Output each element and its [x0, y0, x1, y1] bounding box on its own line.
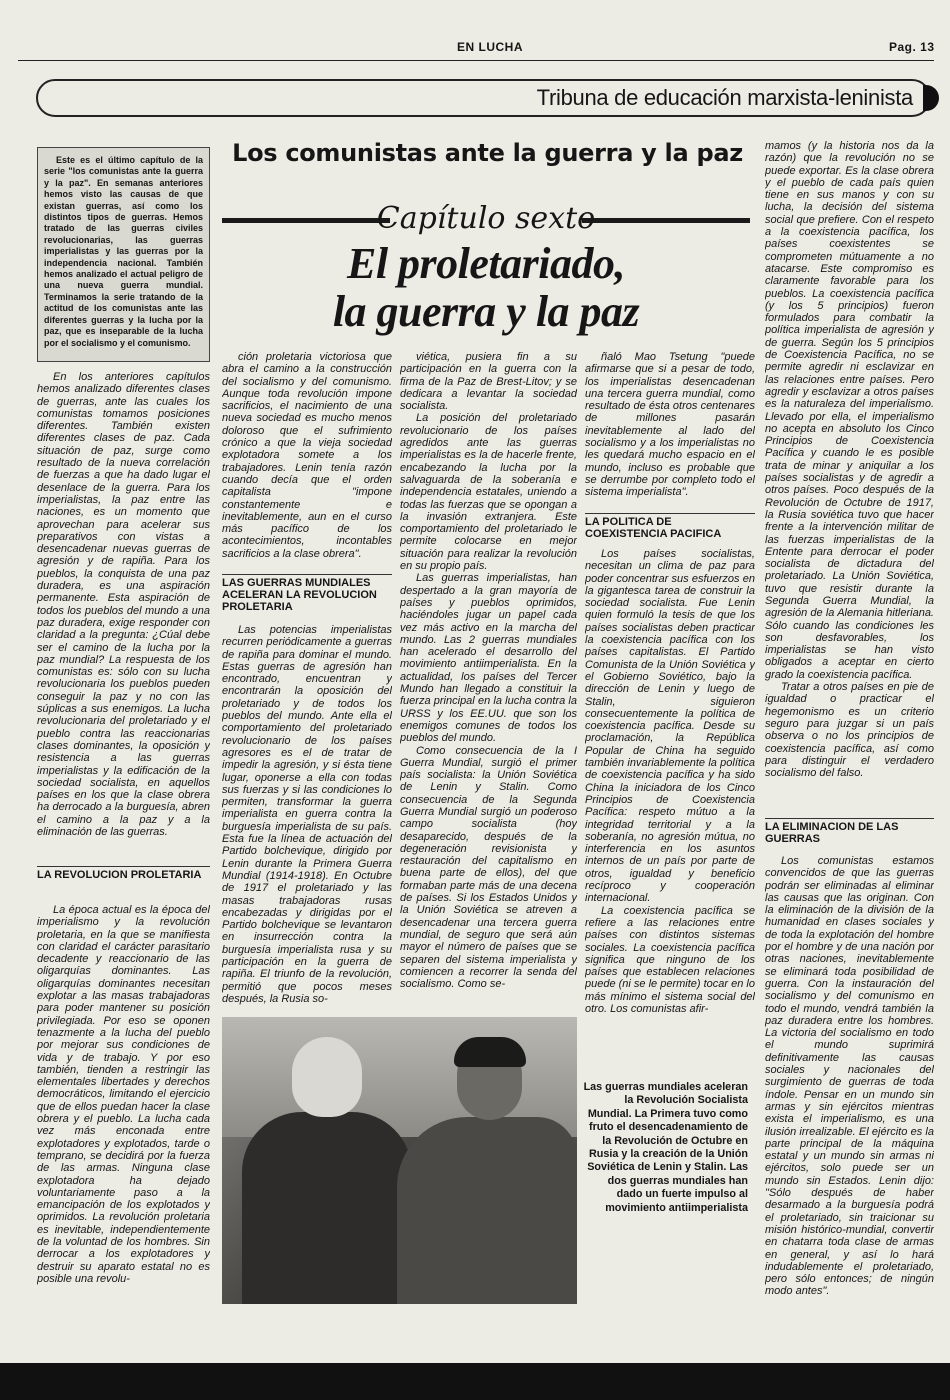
paragraph: La época actual es la época del imperialismo y la revolución proletaria, en la que se manifiesta con claridad el carácter parasitario decadente y reaccionario de las oligarquías dominantes. Las oligarquías dominantes necesitan explotar a las masas trabajadoras para poder mantener su posición privilegiada. Por eso se oponen tenazmente a la lucha del pueblo por mejorar sus condiciones de vida y de trabajo. Y por eso también, tienden a restringir las elementales libertades y derechos democráticos, limitando el ejercicio que de ellos puedan hacer la clase obrera y el pueblo. La lucha cada vez más enconada entre explotadores y explotados, tarde o temprano, se decidirá por la fuerza de las armas. Ninguna clase explotadora ha dejado voluntariamente paso a la emancipación de los explotados y oprimidos. La revolución proletaria es inevitable, independientemente de la voluntad de los hombres. Sin derrocar a los explotadores y destruir su aparato estatal no es posible una revolu-: [37, 904, 210, 1285]
column-5-top: [765, 140, 934, 812]
column-4-top: [585, 351, 755, 511]
paragraph: Las potencias imperialistas recurren periódicamente a guerras de rapiña para dominar el mundo. Estas guerras de agresión han encontrado, encuentran y encontrarán la oposición del proletariado y de todos los pueblos del mundo. Ante ella el comportamiento del proletariado revolucionario de los países agresores es el de tratar de impedir la agresión, y si ésta tiene lugar, oponerse a ella con todas sus fuerzas y si las condiciones lo permiten, transformar la guerra imperialista en guerra contra la burguesía imperialista de su país. Esta fue la línea de actuación del Partido bolchevique, dirigido por Lenin durante la Primera Guerra Mundial (1914-1918). En Octubre de 1917 el proletariado y las masas trabajadoras rusas encabezadas y dirigidas por el Partido bolchevique se levantaron en insurrección contra la burguesía imperialista rusa y su participación en la guerra de rapiña. El triunfo de la revolución, permitió que pocos meses después, la Rusia so-: [222, 624, 392, 1005]
header-rule: [18, 60, 934, 61]
section-banner: [36, 79, 931, 117]
paragraph: Las guerras imperialistas, han despertado a la gran mayoría de países y pueblos oprimidos, haciéndoles jugar un papel cada vez más activo en la marcha del mundo. Las 2 guerras mundiales han acelerado el desarrollo del movimiento antiimperialista. En la actualidad, los países del Tercer Mundo han llegado a constituir la fuerza principal en la lucha contra la URSS y los EE.UU. que son los enemigos comunes de todos los pueblos del mundo.: [400, 572, 577, 745]
paragraph: La coexistencia pacífica se refiere a las relaciones entre países con distintos sistemas sociales. La coexistencia pacífica significa que ninguno de los países que establecen relaciones puede (ni se le permite) tocar en lo más mínimo el sistema social del otro. Los comunistas afir-: [585, 904, 755, 1014]
photo-caption: Las guerras mundiales aceleran la Revolución Socialista Mundial. La Primera tuvo como fruto el desencadenamiento de la Revolución de Octubre en Rusia y la creación de la Unión Soviética de Lenin y Stalin. Las dos guerras mundiales han dado un fuerte impulso al movimiento antiimperialista: [577, 1017, 754, 1304]
column-5-bottom: [765, 855, 934, 1313]
photo-figure-left-head: [292, 1037, 362, 1117]
banner-end-cap: [923, 85, 939, 111]
photo-figure-left: [242, 1112, 412, 1304]
subhead-eliminacion: LA ELIMINACION DE LAS GUERRAS: [765, 818, 934, 845]
series-title: Los comunistas ante la guerra y la paz: [232, 139, 743, 167]
paragraph: Los países socialistas, necesitan un clima de paz para poder concentrar sus esfuerzos en la gigantesca tarea de construir la sociedad socialista. Fue Lenin quien formuló la tesis de que los países socialistas deben practicar la coexistencia pacífica con los países capitalistas. El Partido Comunista de la Unión Soviética y el Gobierno Soviético, bajo la dirección de Lenin y luego de Stalin, siguieron consecuentemente la política de coexistencia pacífica. Desde su proclamación, la República Popular de China ha seguido también invariablemente la política de coexistencia pacífica y ha sido China la iniciadora de los Cinco Principios de Coexistencia Pacífica: respeto mútuo a la integridad territorial y a la soberanía, no agresión mútua, no interferencia en los asuntos internos de un país por parte de otros, igualdad y beneficio recíproco y cooperación internacional.: [585, 548, 755, 905]
paragraph: viética, pusiera fin a su participación en la guerra con la firma de la Paz de Brest-Litov; y se dedicara a levantar la sociedad socialista.: [400, 351, 577, 413]
column-3: [400, 351, 577, 1014]
column-2-top: [222, 351, 392, 561]
photo-figure-right: [397, 1117, 577, 1304]
paragraph: Los comunistas estamos convencidos de que las guerras podrán ser eliminadas al eliminar las causas que las originan. Con la eliminación de la división de la humanidad en clases sociales y de toda la explotación del hombre por el hombre y de una nación por otras naciones, inevitablemente se eliminará toda posibilidad de guerra. Con la instauración del socialismo y del comunismo en todo el mundo, vendrá también la paz duradera entre los hombres. La victoria del socialismo en todo el mundo suprimirá definitivamente las causas sociales y nacionales del surgimiento de guerras de toda índole. Pensar en un mundo sin armas y sin ejércitos mientras exista el imperialismo, es una ilusión irrealizable. El ejército es la parte principal de la máquina estatal y un mundo sin armas ni ejércitos, solo puede ser un mundo sin Estados. Lenin dijo: "Sólo después de haber desarmado a la burguesía podrá el proletariado, sin traicionar su misión histórico-mundial, convertir en chatarra toda clase de armas en general, y así lo hará indudablemente el proletariado, pero sólo entonces; de ningún modo antes".: [765, 855, 934, 1298]
chapter-row: [222, 200, 750, 240]
photo-lenin-stalin: [222, 1017, 577, 1304]
page-number: Pag. 13: [889, 40, 935, 54]
article-title-line-1: El proletariado,: [346, 239, 626, 288]
intro-box: Este es el último capítulo de la serie "los comunistas ante la guerra y la paz". En semanas anteriores hemos visto las causas de que existan guerras, así como los distintos tipos de guerras. Hemos tratado de las guerras civiles revolucionarias, las guerras imperialistas y las guerras por la independencia nacional. También hemos analizado el actual peligro de una nueva guerra mundial. Terminamos la serie tratando de la actitud de los comunistas ante las diferentes guerras y la lucha por la paz, que es inseparable de la lucha por el socialismo y el comunismo.: [37, 147, 210, 362]
paragraph: ción proletaria victoriosa que abra el camino a la construcción del socialismo y del comunismo. Aunque toda revolución impone sacrificios, el nacimiento de una nueva sociedad es mucho menos doloroso que el sufrimiento crónico a que la vieja sociedad explotadora somete a los trabajadores. Lenin tenía razón cuando decía que el orden capitalista "impone constantemente e inevitablemente, aun en el curso más pacífico de los acontecimientos, incontables sacrificios a la clase obrera".: [222, 351, 392, 560]
column-1-bottom: [37, 904, 210, 1312]
subhead-revolucion-proletaria: LA REVOLUCION PROLETARIA: [37, 866, 210, 881]
photo-figure-right-hair: [454, 1037, 526, 1067]
column-4-bottom: [585, 548, 755, 1014]
section-label: Tribuna de educación marxista-leninista: [536, 85, 913, 110]
subhead-coexistencia: LA POLITICA DE COEXISTENCIA PACIFICA: [585, 513, 755, 540]
paragraph: La posición del proletariado revolucionario de los países agredidos ante las guerras imperialistas es la de hacerle frente, encabezando la lucha por la salvaguarda de la soberanía e independencia estatales, uniendo a todas las fuerzas que se opongan a la invasión extranjera. Este comportamiento del proletariado le permite colocarse en mejor situación para realizar la revolución en su propio país.: [400, 412, 577, 573]
article-title-line-2: la guerra y la paz: [332, 287, 640, 336]
paragraph: Tratar a otros países en pie de igualdad o practicar el hegemonismo es un criterio seguro para juzgar si un país observa o no los principios de coexistencia pacífica, así como para distinguir el verdadero socialismo del falso.: [765, 681, 934, 780]
paragraph: Como consecuencia de la I Guerra Mundial, surgió el primer país socialista: la Unión Soviética de Lenin y Stalin. Como consecuencia de la Segunda Guerra Mundial surgió un poderoso campo socialista (hoy desaparecido, después de la degeneración revisionista y restauración del capitalismo en buena parte de ellos), del que formaban parte más de una decena de países. Si los Estados Unidos y la Unión Soviética se atreven a desencadenar una tercera guerra mundial, de seguro que será aún mayor el número de países que se separen del sistema imperialista y comiencen a recorrer la senda del socialismo. Como se-: [400, 744, 577, 991]
column-1-top: [37, 371, 210, 863]
page-bottom-edge: [0, 1363, 950, 1400]
paragraph: mamos (y la historia nos da la razón) que la revolución no se puede exportar. Es la clase obrera y el pueblo de cada país quien tiene en sus manos y con su lucha, la decisión del sistema social que prefiere. Con el respeto a la coexistencia pacífica, los países coexistentes se comprometen mútuamente a no atacarse. Este compromiso es claramente favorable para los pueblos. La coexistencia pacífica (y los 5 principios) fueron formulados para combatir la política imperialista de agresión y de guerra. Según los 5 principios de Coexistencia Pacífica, no se permite agredir ni esclavizar en las relaciones entre países. Pero agredir y esclavizar a otros países es la naturaleza del imperialismo. Llevado por ella, el imperialismo no acepta en absoluto los Cinco Principios de Coexistencia Pacífica y cuando le es posible trata de minar y aniquilar a los países socialistas y de agredir a otros países. Poco después de la Revolución de Octubre de 1917, la Rusia soviética tuvo que hacer frente a la intervención militar de las fuerzas imperialistas de la Entente para derrocar el poder socialista de dictadura del proletariado. La Unión Soviética, tuvo que resistir durante la Segunda Guerra Mundial, la agresión de la Alemania hitleriana. Sólo cuando las condiciones les son desfavorables, los imperialistas se han visto obligados a aceptar en cierto grado la coexistencia pacífica.: [765, 140, 934, 681]
subhead-guerras-mundiales: LAS GUERRAS MUNDIALES ACELERAN LA REVOLUCION PROLETARIA: [222, 574, 392, 613]
paragraph: En los anteriores capítulos hemos analizado diferentes clases de guerras, ante las cuales los comunistas tomamos posiciones diferentes. También existen diferentes clases de paz. Cada situación de paz, surge como resultado de la nueva correlación de fuerzas a que ha dado lugar el desenlace de la guerra. Para los imperialistas, la paz entre las naciones, es un momento que aprovechan para acelerar sus preparativos con vistas a desencadenar nuevas guerras de agresión y de rapiña. Para los pueblos, la conquista de una paz duradera, es una aspiración permanente. Esta aspiración de todos los pueblos del mundo a una paz duradera, exige responder con claridad a la pregunta: ¿Cúal debe ser el camino de la lucha por la paz mundial? La respuesta de los comunistas es: sólo con su lucha revolucionaria los pueblos pueden conseguir la paz y no con las súplicas a sus enemigos. La lucha revolucionaria del proletariado y el pueblo contra las reaccionarias clases dominantes, la oposición y resistencia a las guerras imperialistas y la edificación de la sociedad socialista, en aquellos países en los que la clase obrera ha derrocado a la burguesía, abren el camino a la paz y a la eliminación de las guerras.: [37, 371, 210, 838]
column-2-bottom: [222, 624, 392, 1014]
publication-name: EN LUCHA: [457, 40, 523, 54]
chapter-label: Capítulo sexto: [376, 201, 596, 236]
paragraph: ñaló Mao Tsetung "puede afirmarse que si a pesar de todo, los imperialistas desencadenan una tercera guerra mundial, como resultado de ésta otros centenares de millones pasarán inevitablemente al lado del socialismo y a los imperialistas no les quedará mucho espacio en el mundo, incluso es probable que se derrumbe por completo todo el sistema imperialista".: [585, 351, 755, 499]
